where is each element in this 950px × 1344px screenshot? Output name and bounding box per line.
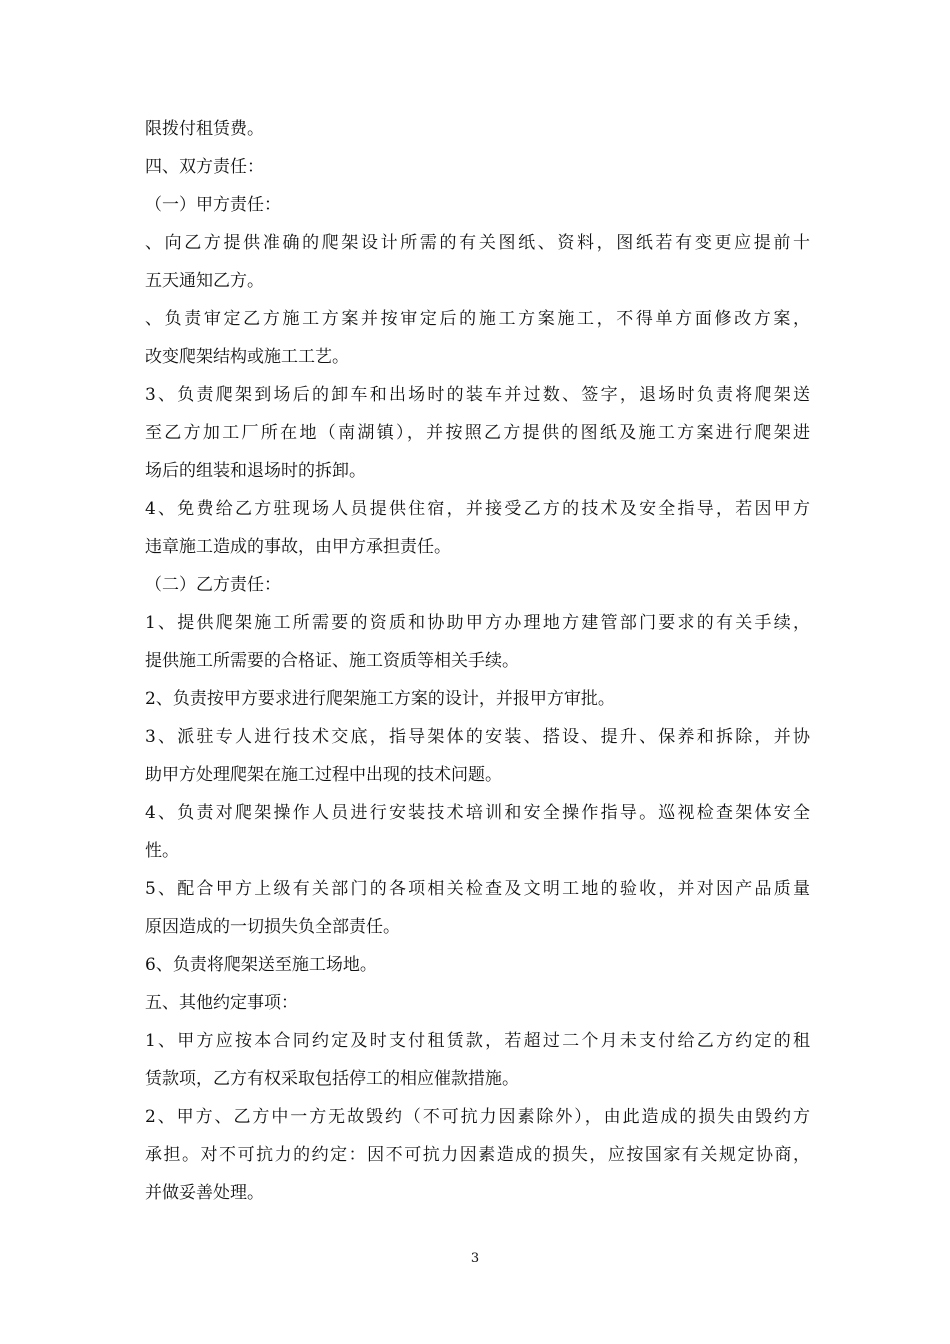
text-line: 6、负责将爬架送至施工场地。	[145, 955, 377, 975]
page-number: 3	[470, 1251, 480, 1266]
text-line: 限拨付租赁费。	[145, 119, 264, 139]
text-line: 违章施工造成的事故，由甲方承担责任。	[145, 537, 451, 557]
text-line: 1、甲方应按本合同约定及时支付租赁款，若超过二个月未支付给乙方约定的租	[145, 1031, 810, 1051]
subsection-heading: （二）乙方责任：	[145, 575, 281, 595]
text-line: 至乙方加工厂所在地（南湖镇），并按照乙方提供的图纸及施工方案进行爬架进	[145, 423, 810, 443]
text-line: 3、负责爬架到场后的卸车和出场时的装车并过数、签字，退场时负责将爬架送	[145, 385, 810, 405]
text-line: 2、甲方、乙方中一方无故毁约（不可抗力因素除外），由此造成的损失由毁约方	[145, 1107, 810, 1127]
text-line: 承担。对不可抗力的约定：因不可抗力因素造成的损失，应按国家有关规定协商，	[145, 1145, 810, 1165]
section-heading: 四、双方责任：	[145, 157, 264, 177]
text-line: 1、提供爬架施工所需要的资质和协助甲方办理地方建管部门要求的有关手续，	[145, 613, 810, 633]
text-line: 5、配合甲方上级有关部门的各项相关检查及文明工地的验收，并对因产品质量	[145, 879, 810, 899]
text-line: 4、负责对爬架操作人员进行安装技术培训和安全操作指导。巡视检查架体安全	[145, 803, 810, 823]
subsection-heading: （一）甲方责任：	[145, 195, 281, 215]
text-line: 、负责审定乙方施工方案并按审定后的施工方案施工，不得单方面修改方案，	[145, 309, 810, 329]
text-line: 性。	[145, 841, 179, 861]
text-line: 提供施工所需要的合格证、施工资质等相关手续。	[145, 651, 519, 671]
section-heading: 五、其他约定事项：	[145, 993, 298, 1013]
text-line: 助甲方处理爬架在施工过程中出现的技术问题。	[145, 765, 502, 785]
text-line: 4、免费给乙方驻现场人员提供住宿，并接受乙方的技术及安全指导，若因甲方	[145, 499, 810, 519]
text-line: 场后的组装和退场时的拆卸。	[145, 461, 366, 481]
text-line: 2、负责按甲方要求进行爬架施工方案的设计，并报甲方审批。	[145, 689, 615, 709]
text-line: 原因造成的一切损失负全部责任。	[145, 917, 400, 937]
text-line: 3、派驻专人进行技术交底，指导架体的安装、搭设、提升、保养和拆除，并协	[145, 727, 810, 747]
text-line: 五天通知乙方。	[145, 271, 264, 291]
text-line: 、向乙方提供准确的爬架设计所需的有关图纸、资料，图纸若有变更应提前十	[145, 233, 810, 253]
text-line: 并做妥善处理。	[145, 1183, 264, 1203]
text-line: 赁款项，乙方有权采取包括停工的相应催款措施。	[145, 1069, 519, 1089]
text-line: 改变爬架结构或施工工艺。	[145, 347, 349, 367]
